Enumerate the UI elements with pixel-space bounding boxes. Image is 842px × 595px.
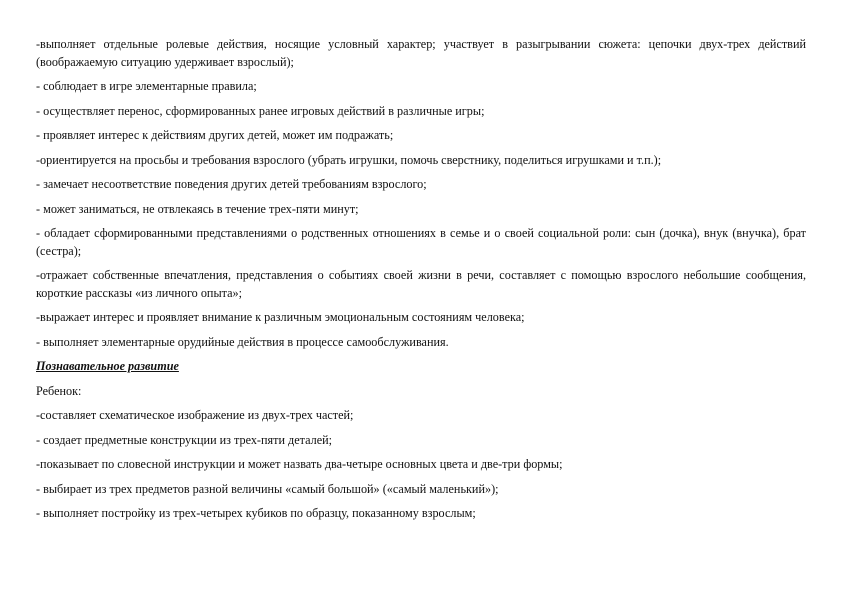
paragraph-adult-requests: -ориентируется на просьбы и требования взрослого (убрать игрушки, помочь сверстнику, поделиться игрушками и т.п.); xyxy=(36,152,662,167)
paragraph-colors-shapes: -показывает по словесной инструкции и может назвать два-четыре основных цвета и две-три формы; xyxy=(36,457,563,471)
paragraph-notices-mismatch: - замечает несоответствие поведения других детей требованиям взрослого; xyxy=(36,177,427,191)
paragraph-game-rules: - соблюдает в игре элементарные правила; xyxy=(36,79,257,93)
paragraph-schematic-image: -составляет схематическое изображение из двух-трех частей; xyxy=(36,408,354,422)
paragraph-cube-building: - выполняет постройку из трех-четырех кубиков по образцу, показанному взрослым; xyxy=(36,506,476,520)
paragraph-self-service: - выполняет элементарные орудийные действия в процессе самообслуживания. xyxy=(36,334,449,349)
paragraph-concentration: - может заниматься, не отвлекаясь в течение трех-пяти минут; xyxy=(36,201,359,216)
paragraph-interest-others: - проявляет интерес к действиям других детей, может им подражать; xyxy=(36,128,394,142)
paragraph-emotional-interest: -выражает интерес и проявляет внимание к различным эмоциональным состояниям человека; xyxy=(36,310,525,324)
paragraph-constructions: - создает предметные конструкции из трех-пяти деталей; xyxy=(36,432,333,447)
document-page xyxy=(36,36,806,530)
paragraph-speech-impressions: -отражает собственные впечатления, представления о событиях своей жизни в речи, составляет с помощью взрослого небольшие сообщения, короткие рассказы «из личного опыта»; xyxy=(36,268,806,300)
section-heading: Познавательное развитие xyxy=(36,359,179,373)
paragraph-family-roles: - обладает сформированными представлениями о родственных отношениях в семье и о своей социальной роли: сын (дочка), внук (внучка), брат (сестра); xyxy=(36,226,806,258)
paragraph-size-choice: - выбирает из трех предметов разной величины «самый большой» («самый маленький»); xyxy=(36,481,499,496)
paragraph-role-actions: -выполняет отдельные ролевые действия, носящие условный характер; участвует в разыгрывании сюжета: цепочки двух-трех действий (воображаемую ситуацию удерживает взрослый); xyxy=(36,37,806,69)
paragraph-transfer-actions: - осуществляет перенос, сформированных ранее игровых действий в различные игры; xyxy=(36,103,485,118)
paragraph-child-label: Ребенок: xyxy=(36,383,82,398)
